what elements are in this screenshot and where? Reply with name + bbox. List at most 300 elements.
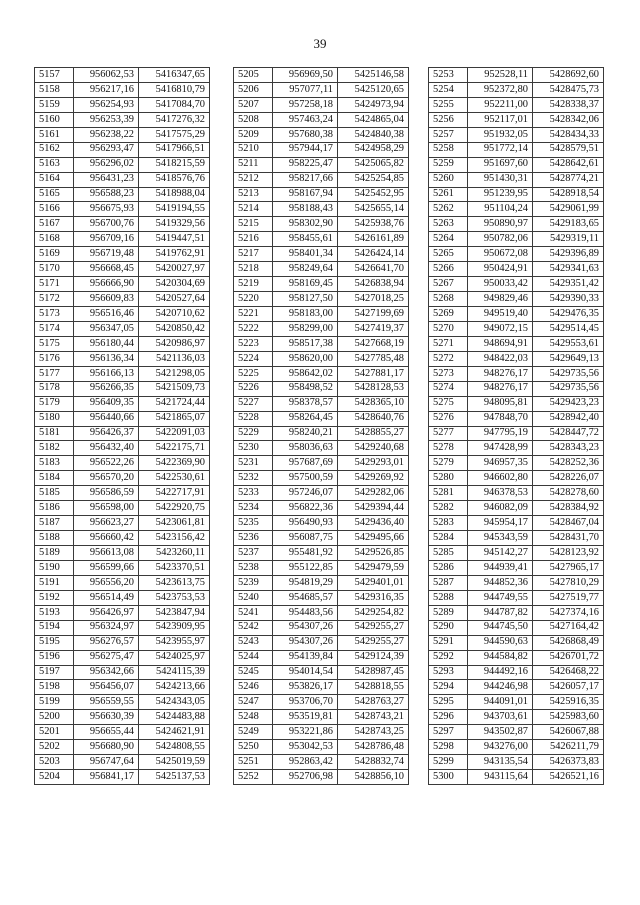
y-coordinate-cell: 5429240,68 [338, 441, 409, 456]
table-row [234, 127, 409, 142]
table-row [35, 620, 210, 635]
table-row [234, 755, 409, 770]
y-coordinate-cell: 5420850,42 [139, 321, 210, 336]
point-number-cell: 5212 [234, 172, 273, 187]
table-row [429, 321, 604, 336]
table-row [429, 172, 604, 187]
y-coordinate-cell: 5425137,53 [139, 770, 210, 785]
y-coordinate-cell: 5428278,60 [533, 486, 604, 501]
table-row [35, 381, 210, 396]
point-number-cell: 5265 [429, 247, 468, 262]
y-coordinate-cell: 5428774,21 [533, 172, 604, 187]
point-number-cell: 5289 [429, 605, 468, 620]
point-number-cell: 5300 [429, 770, 468, 785]
x-coordinate-cell: 956675,93 [74, 202, 139, 217]
x-coordinate-cell: 958401,34 [273, 247, 338, 262]
table-row [429, 112, 604, 127]
y-coordinate-cell: 5428467,04 [533, 516, 604, 531]
point-number-cell: 5176 [35, 351, 74, 366]
table-row [35, 441, 210, 456]
point-number-cell: 5240 [234, 590, 273, 605]
point-number-cell: 5171 [35, 277, 74, 292]
x-coordinate-cell: 958240,21 [273, 426, 338, 441]
y-coordinate-cell: 5428342,06 [533, 112, 604, 127]
x-coordinate-cell: 956426,97 [74, 605, 139, 620]
x-coordinate-cell: 956426,37 [74, 426, 139, 441]
x-coordinate-cell: 956599,66 [74, 560, 139, 575]
y-coordinate-cell: 5428128,53 [338, 381, 409, 396]
x-coordinate-cell: 945343,59 [468, 531, 533, 546]
point-number-cell: 5208 [234, 112, 273, 127]
x-coordinate-cell: 956217,16 [74, 82, 139, 97]
table-row [35, 187, 210, 202]
x-coordinate-cell: 944091,01 [468, 695, 533, 710]
table-row [429, 471, 604, 486]
x-coordinate-cell: 948694,91 [468, 336, 533, 351]
x-coordinate-cell: 948276,17 [468, 366, 533, 381]
point-number-cell: 5271 [429, 336, 468, 351]
y-coordinate-cell: 5428855,27 [338, 426, 409, 441]
y-coordinate-cell: 5428918,54 [533, 187, 604, 202]
table-row [429, 680, 604, 695]
y-coordinate-cell: 5426838,94 [338, 277, 409, 292]
table-row [429, 97, 604, 112]
x-coordinate-cell: 957687,69 [273, 456, 338, 471]
x-coordinate-cell: 958217,66 [273, 172, 338, 187]
x-coordinate-cell: 945954,17 [468, 516, 533, 531]
y-coordinate-cell: 5418988,04 [139, 187, 210, 202]
table-row [429, 336, 604, 351]
point-number-cell: 5178 [35, 381, 74, 396]
point-number-cell: 5292 [429, 650, 468, 665]
point-number-cell: 5251 [234, 755, 273, 770]
table-row [429, 82, 604, 97]
y-coordinate-cell: 5423847,94 [139, 605, 210, 620]
y-coordinate-cell: 5429293,01 [338, 456, 409, 471]
table-row [234, 112, 409, 127]
point-number-cell: 5203 [35, 755, 74, 770]
point-number-cell: 5231 [234, 456, 273, 471]
x-coordinate-cell: 957463,24 [273, 112, 338, 127]
x-coordinate-cell: 956700,76 [74, 217, 139, 232]
table-row [429, 68, 604, 83]
y-coordinate-cell: 5428365,10 [338, 396, 409, 411]
table-row [429, 277, 604, 292]
point-number-cell: 5206 [234, 82, 273, 97]
point-number-cell: 5248 [234, 710, 273, 725]
x-coordinate-cell: 947428,99 [468, 441, 533, 456]
y-coordinate-cell: 5424840,38 [338, 127, 409, 142]
y-coordinate-cell: 5426211,79 [533, 740, 604, 755]
point-number-cell: 5218 [234, 262, 273, 277]
y-coordinate-cell: 5425916,35 [533, 695, 604, 710]
table-row [429, 575, 604, 590]
table-row [234, 426, 409, 441]
table-row [429, 217, 604, 232]
point-number-cell: 5180 [35, 411, 74, 426]
point-number-cell: 5247 [234, 695, 273, 710]
coordinate-table-1 [34, 67, 210, 785]
x-coordinate-cell: 950782,06 [468, 232, 533, 247]
x-coordinate-cell: 956556,20 [74, 575, 139, 590]
point-number-cell: 5177 [35, 366, 74, 381]
table-row [234, 725, 409, 740]
y-coordinate-cell: 5429319,11 [533, 232, 604, 247]
y-coordinate-cell: 5428743,21 [338, 710, 409, 725]
x-coordinate-cell: 958183,00 [273, 307, 338, 322]
x-coordinate-cell: 956630,39 [74, 710, 139, 725]
point-number-cell: 5283 [429, 516, 468, 531]
y-coordinate-cell: 5428123,92 [533, 546, 604, 561]
y-coordinate-cell: 5423753,53 [139, 590, 210, 605]
table-row [234, 501, 409, 516]
x-coordinate-cell: 956598,00 [74, 501, 139, 516]
y-coordinate-cell: 5427164,42 [533, 620, 604, 635]
point-number-cell: 5277 [429, 426, 468, 441]
table-row [35, 172, 210, 187]
x-coordinate-cell: 956588,23 [74, 187, 139, 202]
y-coordinate-cell: 5428856,10 [338, 770, 409, 785]
point-number-cell: 5211 [234, 157, 273, 172]
point-number-cell: 5199 [35, 695, 74, 710]
y-coordinate-cell: 5422717,91 [139, 486, 210, 501]
x-coordinate-cell: 956559,55 [74, 695, 139, 710]
x-coordinate-cell: 958036,63 [273, 441, 338, 456]
table-row [429, 650, 604, 665]
x-coordinate-cell: 950890,97 [468, 217, 533, 232]
coordinate-table-3 [428, 67, 604, 785]
table-row [429, 620, 604, 635]
point-number-cell: 5285 [429, 546, 468, 561]
point-number-cell: 5238 [234, 560, 273, 575]
x-coordinate-cell: 950033,42 [468, 277, 533, 292]
table-row [35, 217, 210, 232]
point-number-cell: 5196 [35, 650, 74, 665]
table-row [234, 695, 409, 710]
table-row [35, 590, 210, 605]
y-coordinate-cell: 5428343,23 [533, 441, 604, 456]
x-coordinate-cell: 954139,84 [273, 650, 338, 665]
x-coordinate-cell: 957258,18 [273, 97, 338, 112]
y-coordinate-cell: 5429735,56 [533, 381, 604, 396]
table-row [35, 97, 210, 112]
table-row [234, 97, 409, 112]
table-row [234, 262, 409, 277]
table-row [35, 202, 210, 217]
x-coordinate-cell: 951932,05 [468, 127, 533, 142]
table-row [35, 680, 210, 695]
y-coordinate-cell: 5426468,22 [533, 665, 604, 680]
table-row [234, 710, 409, 725]
coordinate-table-2 [233, 67, 409, 785]
point-number-cell: 5179 [35, 396, 74, 411]
point-number-cell: 5276 [429, 411, 468, 426]
y-coordinate-cell: 5429183,65 [533, 217, 604, 232]
y-coordinate-cell: 5428226,07 [533, 471, 604, 486]
x-coordinate-cell: 956440,66 [74, 411, 139, 426]
table-row [234, 575, 409, 590]
x-coordinate-cell: 956841,17 [74, 770, 139, 785]
y-coordinate-cell: 5427374,16 [533, 605, 604, 620]
y-coordinate-cell: 5423260,11 [139, 546, 210, 561]
point-number-cell: 5209 [234, 127, 273, 142]
point-number-cell: 5246 [234, 680, 273, 695]
table-row [234, 411, 409, 426]
point-number-cell: 5244 [234, 650, 273, 665]
point-number-cell: 5226 [234, 381, 273, 396]
point-number-cell: 5298 [429, 740, 468, 755]
y-coordinate-cell: 5423370,51 [139, 560, 210, 575]
y-coordinate-cell: 5429526,85 [338, 546, 409, 561]
y-coordinate-cell: 5417276,32 [139, 112, 210, 127]
point-number-cell: 5165 [35, 187, 74, 202]
y-coordinate-cell: 5428692,60 [533, 68, 604, 83]
x-coordinate-cell: 951104,24 [468, 202, 533, 217]
y-coordinate-cell: 5423613,75 [139, 575, 210, 590]
table-row [429, 396, 604, 411]
y-coordinate-cell: 5424621,91 [139, 725, 210, 740]
y-coordinate-cell: 5424808,55 [139, 740, 210, 755]
y-coordinate-cell: 5428987,45 [338, 665, 409, 680]
point-number-cell: 5224 [234, 351, 273, 366]
point-number-cell: 5281 [429, 486, 468, 501]
x-coordinate-cell: 954483,56 [273, 605, 338, 620]
x-coordinate-cell: 952372,80 [468, 82, 533, 97]
table-row [35, 321, 210, 336]
point-number-cell: 5189 [35, 546, 74, 561]
point-number-cell: 5172 [35, 292, 74, 307]
x-coordinate-cell: 957077,11 [273, 82, 338, 97]
y-coordinate-cell: 5417575,29 [139, 127, 210, 142]
table-row [429, 292, 604, 307]
point-number-cell: 5157 [35, 68, 74, 83]
table-row [234, 321, 409, 336]
table-row [429, 710, 604, 725]
y-coordinate-cell: 5427881,17 [338, 366, 409, 381]
y-coordinate-cell: 5428338,37 [533, 97, 604, 112]
x-coordinate-cell: 957944,17 [273, 142, 338, 157]
y-coordinate-cell: 5428942,40 [533, 411, 604, 426]
y-coordinate-cell: 5429423,23 [533, 396, 604, 411]
x-coordinate-cell: 956456,07 [74, 680, 139, 695]
table-row [429, 381, 604, 396]
table-row [429, 560, 604, 575]
table-row [429, 546, 604, 561]
y-coordinate-cell: 5424213,66 [139, 680, 210, 695]
point-number-cell: 5236 [234, 531, 273, 546]
x-coordinate-cell: 956062,53 [74, 68, 139, 83]
point-number-cell: 5294 [429, 680, 468, 695]
y-coordinate-cell: 5425452,95 [338, 187, 409, 202]
point-number-cell: 5166 [35, 202, 74, 217]
point-number-cell: 5270 [429, 321, 468, 336]
table-row [234, 232, 409, 247]
point-number-cell: 5221 [234, 307, 273, 322]
point-number-cell: 5258 [429, 142, 468, 157]
point-number-cell: 5225 [234, 366, 273, 381]
x-coordinate-cell: 958378,57 [273, 396, 338, 411]
point-number-cell: 5162 [35, 142, 74, 157]
x-coordinate-cell: 943135,54 [468, 755, 533, 770]
x-coordinate-cell: 956586,59 [74, 486, 139, 501]
y-coordinate-cell: 5422369,90 [139, 456, 210, 471]
y-coordinate-cell: 5426161,89 [338, 232, 409, 247]
point-number-cell: 5168 [35, 232, 74, 247]
table-row [429, 635, 604, 650]
point-number-cell: 5287 [429, 575, 468, 590]
point-number-cell: 5182 [35, 441, 74, 456]
point-number-cell: 5175 [35, 336, 74, 351]
table-row [234, 82, 409, 97]
y-coordinate-cell: 5425019,59 [139, 755, 210, 770]
table-row [234, 456, 409, 471]
point-number-cell: 5269 [429, 307, 468, 322]
x-coordinate-cell: 949519,40 [468, 307, 533, 322]
table-row [234, 635, 409, 650]
point-number-cell: 5241 [234, 605, 273, 620]
point-number-cell: 5260 [429, 172, 468, 187]
point-number-cell: 5160 [35, 112, 74, 127]
x-coordinate-cell: 955481,92 [273, 546, 338, 561]
table-row [35, 575, 210, 590]
table-row [234, 217, 409, 232]
y-coordinate-cell: 5420527,64 [139, 292, 210, 307]
y-coordinate-cell: 5425983,60 [533, 710, 604, 725]
y-coordinate-cell: 5424865,04 [338, 112, 409, 127]
table-row [429, 755, 604, 770]
point-number-cell: 5233 [234, 486, 273, 501]
x-coordinate-cell: 951697,60 [468, 157, 533, 172]
x-coordinate-cell: 957246,07 [273, 486, 338, 501]
y-coordinate-cell: 5426868,49 [533, 635, 604, 650]
y-coordinate-cell: 5429401,01 [338, 575, 409, 590]
y-coordinate-cell: 5428642,61 [533, 157, 604, 172]
x-coordinate-cell: 948422,03 [468, 351, 533, 366]
y-coordinate-cell: 5429396,89 [533, 247, 604, 262]
y-coordinate-cell: 5429282,06 [338, 486, 409, 501]
point-number-cell: 5250 [234, 740, 273, 755]
x-coordinate-cell: 956136,34 [74, 351, 139, 366]
y-coordinate-cell: 5420027,97 [139, 262, 210, 277]
point-number-cell: 5264 [429, 232, 468, 247]
y-coordinate-cell: 5421298,05 [139, 366, 210, 381]
table-row [35, 157, 210, 172]
y-coordinate-cell: 5426067,88 [533, 725, 604, 740]
point-number-cell: 5204 [35, 770, 74, 785]
table-row [35, 396, 210, 411]
x-coordinate-cell: 958302,90 [273, 217, 338, 232]
x-coordinate-cell: 956347,05 [74, 321, 139, 336]
point-number-cell: 5170 [35, 262, 74, 277]
y-coordinate-cell: 5425938,76 [338, 217, 409, 232]
y-coordinate-cell: 5421509,73 [139, 381, 210, 396]
point-number-cell: 5239 [234, 575, 273, 590]
table-row [234, 307, 409, 322]
x-coordinate-cell: 944939,41 [468, 560, 533, 575]
table-row [35, 307, 210, 322]
y-coordinate-cell: 5421865,07 [139, 411, 210, 426]
point-number-cell: 5273 [429, 366, 468, 381]
x-coordinate-cell: 949072,15 [468, 321, 533, 336]
table-row [35, 560, 210, 575]
x-coordinate-cell: 958517,38 [273, 336, 338, 351]
table-row [429, 605, 604, 620]
table-row [35, 710, 210, 725]
y-coordinate-cell: 5429351,42 [533, 277, 604, 292]
table-row [429, 307, 604, 322]
point-number-cell: 5184 [35, 471, 74, 486]
x-coordinate-cell: 944749,55 [468, 590, 533, 605]
y-coordinate-cell: 5428252,36 [533, 456, 604, 471]
y-coordinate-cell: 5428640,76 [338, 411, 409, 426]
point-number-cell: 5262 [429, 202, 468, 217]
point-number-cell: 5202 [35, 740, 74, 755]
x-coordinate-cell: 944246,98 [468, 680, 533, 695]
point-number-cell: 5161 [35, 127, 74, 142]
x-coordinate-cell: 958249,64 [273, 262, 338, 277]
y-coordinate-cell: 5422530,61 [139, 471, 210, 486]
table-row [35, 695, 210, 710]
point-number-cell: 5198 [35, 680, 74, 695]
table-row [234, 366, 409, 381]
table-row [234, 441, 409, 456]
x-coordinate-cell: 956180,44 [74, 336, 139, 351]
point-number-cell: 5268 [429, 292, 468, 307]
x-coordinate-cell: 953221,86 [273, 725, 338, 740]
point-number-cell: 5227 [234, 396, 273, 411]
point-number-cell: 5232 [234, 471, 273, 486]
y-coordinate-cell: 5428832,74 [338, 755, 409, 770]
x-coordinate-cell: 956324,97 [74, 620, 139, 635]
y-coordinate-cell: 5429390,33 [533, 292, 604, 307]
point-number-cell: 5223 [234, 336, 273, 351]
point-number-cell: 5267 [429, 277, 468, 292]
y-coordinate-cell: 5429061,99 [533, 202, 604, 217]
x-coordinate-cell: 944787,82 [468, 605, 533, 620]
table-row [429, 725, 604, 740]
y-coordinate-cell: 5427810,29 [533, 575, 604, 590]
table-row [35, 665, 210, 680]
x-coordinate-cell: 956680,90 [74, 740, 139, 755]
table-row [429, 351, 604, 366]
point-number-cell: 5254 [429, 82, 468, 97]
point-number-cell: 5242 [234, 620, 273, 635]
point-number-cell: 5213 [234, 187, 273, 202]
y-coordinate-cell: 5420304,69 [139, 277, 210, 292]
y-coordinate-cell: 5429255,27 [338, 635, 409, 650]
x-coordinate-cell: 956666,90 [74, 277, 139, 292]
y-coordinate-cell: 5418215,59 [139, 157, 210, 172]
table-row [35, 112, 210, 127]
point-number-cell: 5237 [234, 546, 273, 561]
table-row [35, 411, 210, 426]
table-row [429, 590, 604, 605]
table-row [234, 68, 409, 83]
x-coordinate-cell: 954819,29 [273, 575, 338, 590]
table-row [35, 127, 210, 142]
point-number-cell: 5249 [234, 725, 273, 740]
point-number-cell: 5296 [429, 710, 468, 725]
x-coordinate-cell: 951239,95 [468, 187, 533, 202]
point-number-cell: 5291 [429, 635, 468, 650]
y-coordinate-cell: 5429394,44 [338, 501, 409, 516]
x-coordinate-cell: 952863,42 [273, 755, 338, 770]
point-number-cell: 5255 [429, 97, 468, 112]
y-coordinate-cell: 5426057,17 [533, 680, 604, 695]
x-coordinate-cell: 943276,00 [468, 740, 533, 755]
x-coordinate-cell: 956342,66 [74, 665, 139, 680]
x-coordinate-cell: 945142,27 [468, 546, 533, 561]
